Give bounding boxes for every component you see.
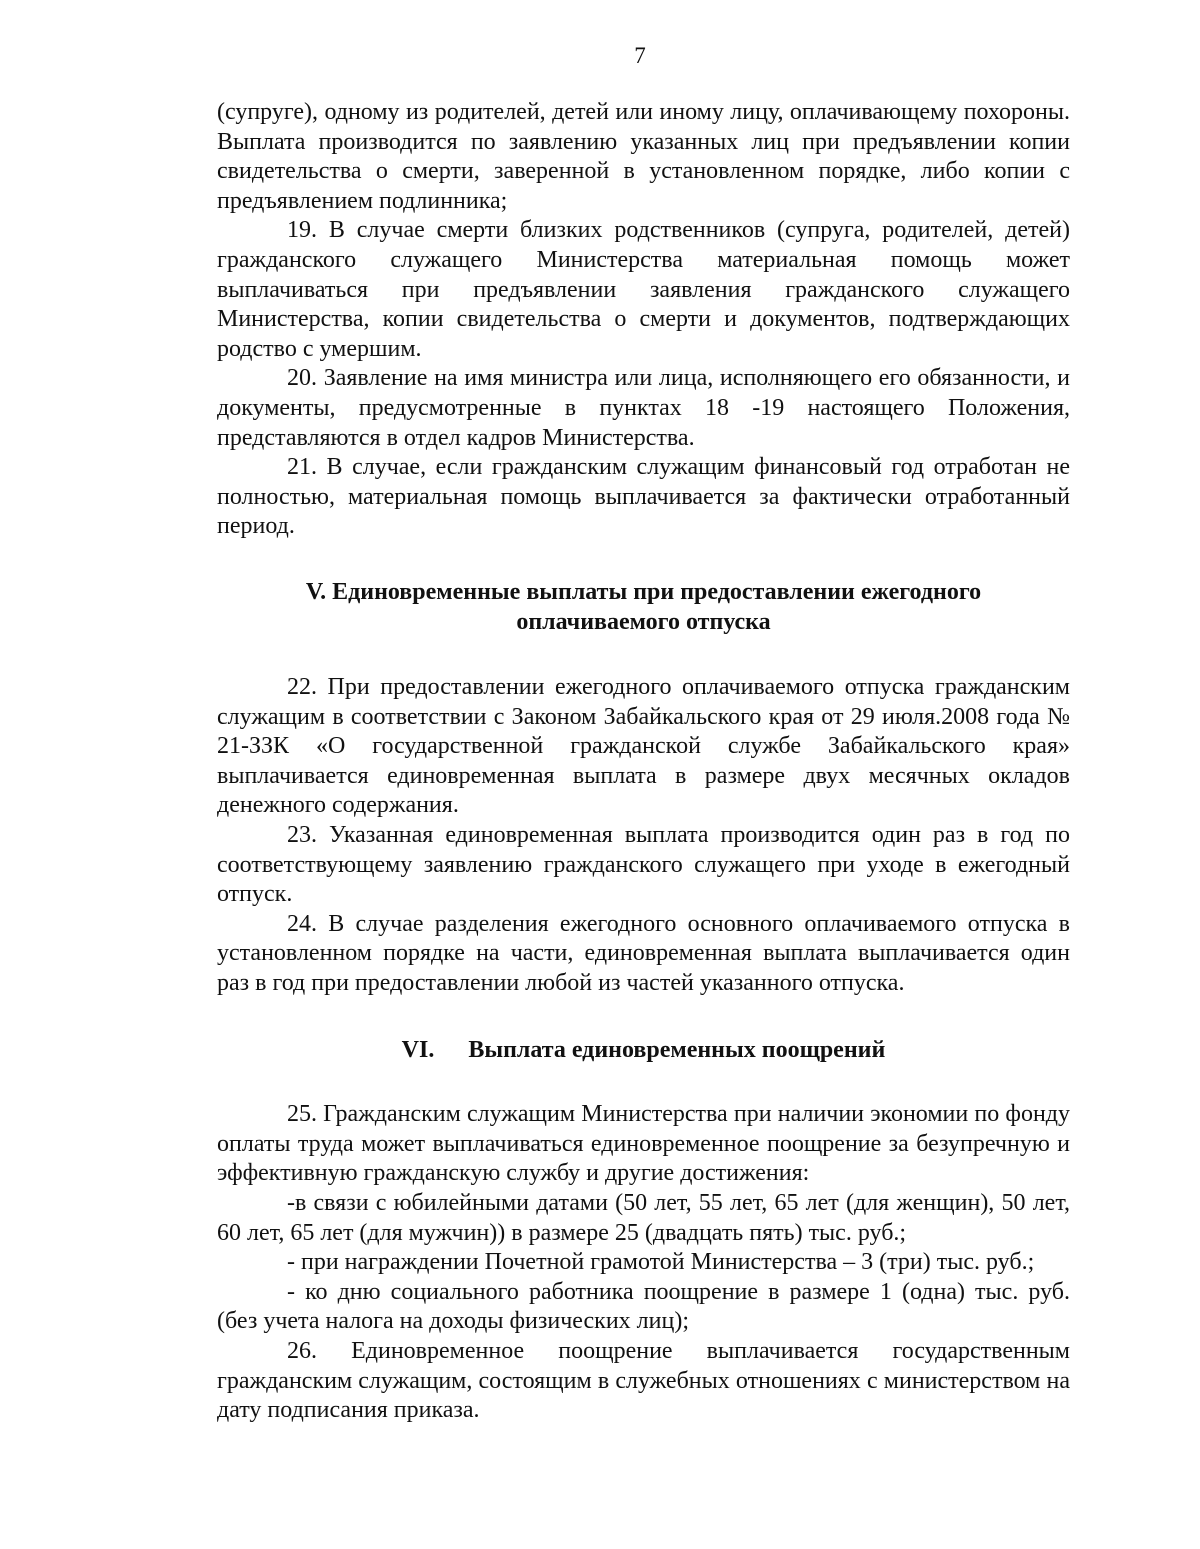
spacer	[217, 542, 1070, 578]
spacer	[217, 999, 1070, 1036]
document-body	[217, 98, 1070, 1426]
paragraph-20: 20. Заявление на имя министра или лица, исполняющего его обязанности, и документы, предусмотренные в пунктах 18 -19 настоящего Положения, представляются в отдел кадров Министерства.	[217, 365, 1070, 451]
spacer	[217, 637, 1070, 673]
section-6-heading-title: Выплата единовременных поощрений	[468, 1036, 886, 1063]
spacer	[217, 1065, 1070, 1100]
paragraph-19: 19. В случае смерти близких родственников (супруга, родителей, детей) гражданского служащего Министерства материальная помощь может выплачиваться при предъявлении заявления гражданского служащего Министерства, копии свидетельства о смерти и документов, подтверждающих родство с умершим.	[217, 217, 1070, 362]
section-6-heading-number: VI.	[401, 1036, 435, 1063]
paragraph-21: 21. В случае, если гражданским служащим финансовый год отработан не полностью, материальная помощь выплачивается за фактически отработанный период.	[217, 454, 1070, 540]
paragraph-23: 23. Указанная единовременная выплата производится один раз в год по соответствующему заявлению гражданского служащего при уходе в ежегодный отпуск.	[217, 822, 1070, 908]
section-5-heading-line-2: оплачиваемого отпуска	[516, 608, 771, 635]
paragraph-26: 26. Единовременное поощрение выплачивается государственным гражданским служащим, состоящим в служебных отношениях с министерством на дату подписания приказа.	[217, 1337, 1070, 1424]
paragraph-18-continuation: (супруге), одному из родителей, детей или иному лицу, оплачивающему похороны. Выплата производится по заявлению указанных лиц при предъявлении копии свидетельства о смерти, заверенной в установленном порядке, либо копии с предъявлением подлинника;	[217, 99, 1070, 214]
paragraph-22: 22. При предоставлении ежегодного оплачиваемого отпуска гражданским служащим в соответствии с Законом Забайкальского края от 29 июля.2008 года № 21-ЗЗК «О государственной гражданской службе Забайкальского края» выплачивается единовременная выплата в размере двух месячных окладов денежного содержания.	[217, 674, 1070, 819]
section-6-heading	[217, 1036, 1070, 1066]
page-number: 7	[634, 43, 646, 68]
section-5-heading	[217, 578, 1070, 637]
section-5-heading-line-1: V. Единовременные выплаты при предоставлении ежегодного	[305, 578, 982, 605]
list-item-social-worker-day: - ко дню социального работника поощрение в размере 1 (одна) тыс. руб. (без учета налога на доходы физических лиц);	[217, 1278, 1070, 1335]
paragraph-25: 25. Гражданским служащим Министерства при наличии экономии по фонду оплаты труда может выплачиваться единовременное поощрение за безупречную и эффективную гражданскую службу и другие достижения:	[217, 1101, 1070, 1187]
paragraph-24: 24. В случае разделения ежегодного основного оплачиваемого отпуска в установленном порядке на части, единовременная выплата выплачивается один раз в год при предоставлении любой из частей указанного отпуска.	[217, 910, 1070, 997]
list-item-anniversary: -в связи с юбилейными датами (50 лет, 55 лет, 65 лет (для женщин), 50 лет, 60 лет, 65 лет (для мужчин)) в размере 25 (двадцать пять) тыс. руб.;	[217, 1190, 1070, 1246]
list-item-certificate: - при награждении Почетной грамотой Министерства – 3 (три) тыс. руб.;	[287, 1249, 1035, 1276]
